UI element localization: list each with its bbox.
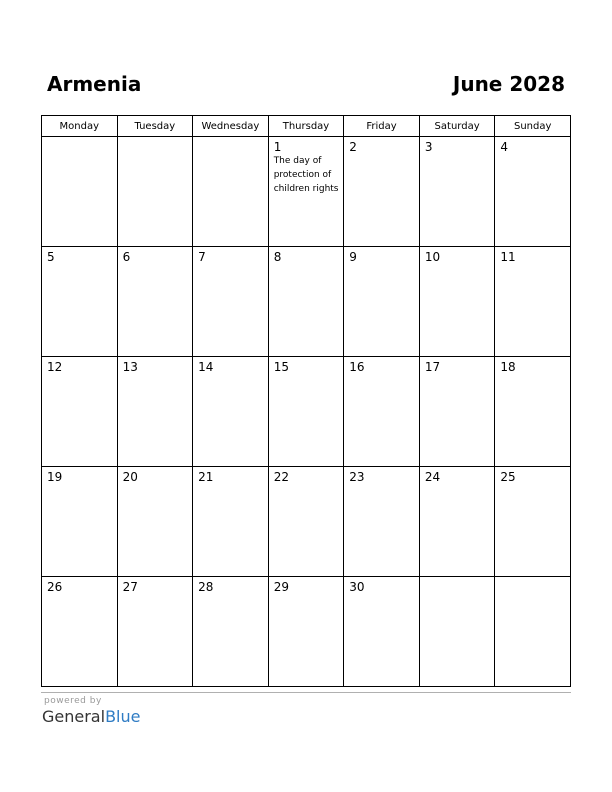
day-cell [193, 357, 269, 467]
day-number: 19 [47, 470, 63, 484]
day-number: 6 [122, 250, 131, 264]
day-cell [42, 247, 118, 357]
day-number: 28 [198, 580, 214, 594]
weekday-header-row [42, 116, 571, 137]
day-cell [42, 467, 118, 577]
day-cell [495, 467, 571, 577]
day-cell [268, 577, 344, 687]
weekday-header: Friday [344, 116, 420, 137]
brand-name-part1: General [42, 707, 106, 726]
weekday-header: Monday [42, 116, 118, 137]
day-number [193, 137, 268, 140]
day-cell [117, 247, 193, 357]
day-cell [42, 137, 118, 247]
weekday-header: Thursday [268, 116, 344, 137]
day-number: 18 [500, 360, 516, 374]
day-cell [344, 577, 420, 687]
day-cell [117, 577, 193, 687]
generalblue-logo[interactable] [42, 707, 140, 727]
day-number: 13 [122, 360, 138, 374]
day-cell [117, 467, 193, 577]
day-number: 8 [273, 250, 282, 264]
day-number: 5 [47, 250, 55, 264]
week-row [42, 577, 571, 687]
day-cell [117, 357, 193, 467]
day-cell [193, 247, 269, 357]
day-cell [495, 577, 571, 687]
day-cell [344, 467, 420, 577]
day-cell [495, 357, 571, 467]
day-number: 27 [122, 580, 138, 594]
weekday-header: Wednesday [193, 116, 269, 137]
day-cell [268, 357, 344, 467]
day-number: 1 [273, 140, 282, 154]
day-cell [193, 137, 269, 247]
day-number: 3 [424, 140, 433, 154]
day-number: 12 [47, 360, 63, 374]
day-cell [419, 467, 495, 577]
day-cell [42, 357, 118, 467]
week-row [42, 247, 571, 357]
day-number [42, 137, 117, 140]
brand-name-part2: Blue [105, 707, 141, 726]
day-number: 16 [349, 360, 365, 374]
day-number: 20 [122, 470, 138, 484]
day-number: 7 [198, 250, 206, 264]
day-number: 24 [424, 470, 441, 484]
day-number: 9 [349, 250, 357, 264]
weekday-header: Sunday [495, 116, 571, 137]
footer-divider [41, 692, 571, 693]
day-number: 21 [198, 470, 214, 484]
day-number: 2 [349, 140, 357, 154]
day-number: 11 [500, 250, 516, 264]
day-number: 14 [198, 360, 214, 374]
holiday-label: The day of protection of children rights [273, 156, 339, 194]
day-cell [117, 137, 193, 247]
day-cell [344, 357, 420, 467]
day-cell [419, 577, 495, 687]
day-cell [193, 467, 269, 577]
day-number [420, 577, 495, 580]
weekday-header: Tuesday [117, 116, 193, 137]
day-number [495, 577, 570, 580]
day-number [118, 137, 193, 140]
day-cell [344, 137, 420, 247]
day-cell [419, 247, 495, 357]
day-number: 25 [500, 470, 516, 484]
day-number: 30 [349, 580, 365, 594]
day-number: 4 [500, 140, 509, 154]
week-row [42, 467, 571, 577]
day-cell [495, 247, 571, 357]
day-cell [268, 137, 344, 247]
day-number: 29 [273, 580, 289, 594]
day-cell [268, 467, 344, 577]
day-number: 26 [47, 580, 63, 594]
week-row [42, 137, 571, 247]
country-title: Armenia [47, 72, 142, 96]
day-cell [268, 247, 344, 357]
day-number: 17 [424, 360, 441, 374]
month-year-title: June 2028 [452, 72, 565, 96]
day-number: 23 [349, 470, 365, 484]
day-cell [419, 137, 495, 247]
day-cell [42, 577, 118, 687]
weekday-header: Saturday [419, 116, 495, 137]
day-number: 22 [273, 470, 289, 484]
week-row [42, 357, 571, 467]
day-cell [419, 357, 495, 467]
day-cell [193, 577, 269, 687]
day-cell [344, 247, 420, 357]
day-number: 10 [424, 250, 441, 264]
calendar-grid [41, 115, 571, 687]
powered-by-label: powered by [44, 696, 102, 706]
day-cell [495, 137, 571, 247]
day-number: 15 [273, 360, 289, 374]
